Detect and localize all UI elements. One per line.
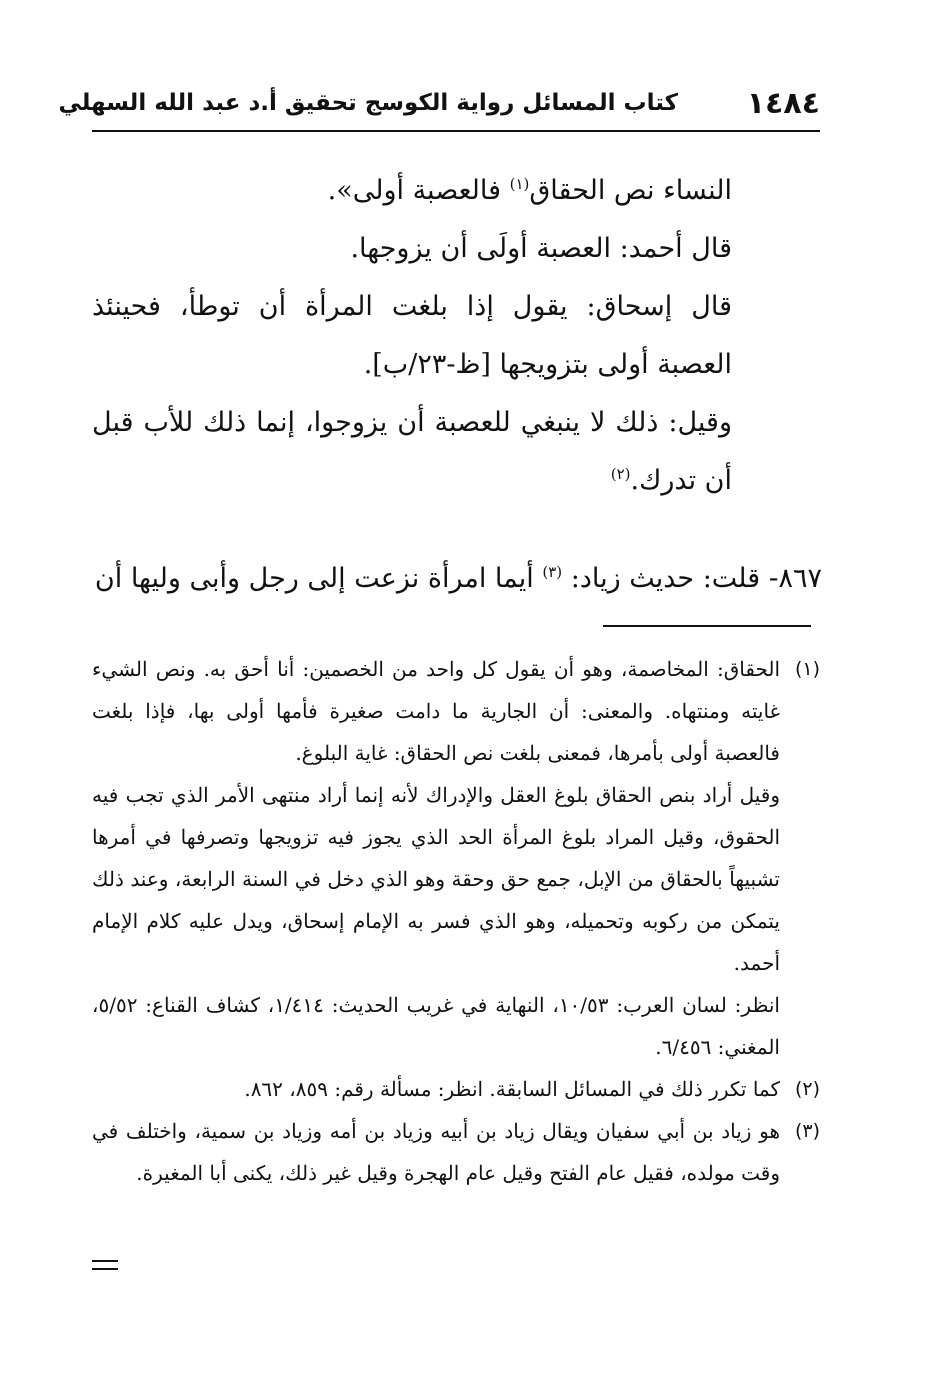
footnote-1-number: (١) <box>794 658 820 680</box>
paragraph-4 <box>92 394 732 510</box>
footnote-2-number: (٢) <box>794 1078 820 1100</box>
footnote-1-para-2: وقيل أراد بنص الحقاق بلوغ العقل والإدراك لأنه إنما أراد منتهى الأمر الذي تجب فيه الحقوق، وقيل المراد بلوغ المرأة الحد الذي يجوز فيه تزويجها وتصرفها في أمرها تشبيهاً بالحقاق من الإبل، جمع حق وحقة وهو الذي دخل في السنة الرابعة، وعند ذلك يتمكن من ركوبه وتحميله، وهو الذي فسر به الإمام إسحاق، ويدل عليه كلام الإمام أحمد. <box>92 783 780 975</box>
question-text: قلت: حديث زياد: <box>562 563 769 594</box>
footnote-ref-1[interactable]: (١) <box>509 175 530 193</box>
paragraph-1 <box>92 162 732 220</box>
footnote-2 <box>92 1068 820 1110</box>
main-text <box>92 162 732 510</box>
paragraph-2: قال أحمد: العصبة أولَى أن يزوجها. <box>350 233 732 264</box>
page-number: ١٤٨٤ <box>746 86 820 121</box>
footnote-ref-3[interactable]: (٣) <box>542 563 563 581</box>
footnote-1-para-3: انظر: لسان العرب: ١٠/٥٣، النهاية في غريب الحديث: ١/٤١٤، كشاف القناع: ٥/٥٢، المغني: ٦/٤٥٦. <box>92 993 780 1059</box>
paragraph-4-text: وقيل: ذلك لا ينبغي للعصبة أن يزوجوا، إنما ذلك للأب قبل أن تدرك. <box>92 407 732 496</box>
footnote-continues-mark <box>92 1260 118 1270</box>
footnotes <box>92 648 820 1194</box>
footnote-3-number: (٣) <box>794 1120 820 1142</box>
footnote-2-text: كما تكرر ذلك في المسائل السابقة. انظر: مسألة رقم: ٨٥٩، ٨٦٢. <box>244 1077 780 1101</box>
question-number: ٨٦٧- <box>768 563 822 594</box>
running-title: كتاب المسائل رواية الكوسج تحقيق أ.د عبد الله السهلي <box>58 90 678 116</box>
paragraph-3: قال إسحاق: يقول إذا بلغت المرأة أن توطأ، فحينئذ العصبة أولى بتزويجها [ظ-٢٣/ب]. <box>92 291 732 380</box>
footnote-ref-2[interactable]: (٢) <box>610 465 631 483</box>
footnote-separator <box>603 625 811 627</box>
footnote-1 <box>92 648 820 774</box>
footnote-1-para-1: الحقاق: المخاصمة، وهو أن يقول كل واحد من الخصمين: أنا أحق به. ونص الشيء غايته ومنتهاه. والمعنى: أن الجارية ما دامت صغيرة فأمها أولى بها، فإذا بلغت فالعصبة أولى بأمرها، فمعنى بلغت نص الحقاق: غاية البلوغ. <box>92 657 780 765</box>
question-text-end: أيما امرأة نزعت إلى رجل وأبى وليها أن <box>94 563 543 594</box>
question-867 <box>92 550 822 608</box>
paragraph-1-text: النساء نص الحقاق <box>529 175 732 206</box>
paragraph-1-text-end: فالعصبة أولى». <box>327 175 510 206</box>
page-header <box>58 80 820 132</box>
footnote-3-text: هو زياد بن أبي سفيان ويقال زياد بن أبيه وزياد بن أمه وزياد بن سمية، واختلف في وقت مولده، فقيل عام الفتح وقيل عام الهجرة وقيل غير ذلك، يكنى أبا المغيرة. <box>92 1119 780 1185</box>
footnote-3 <box>92 1110 820 1194</box>
